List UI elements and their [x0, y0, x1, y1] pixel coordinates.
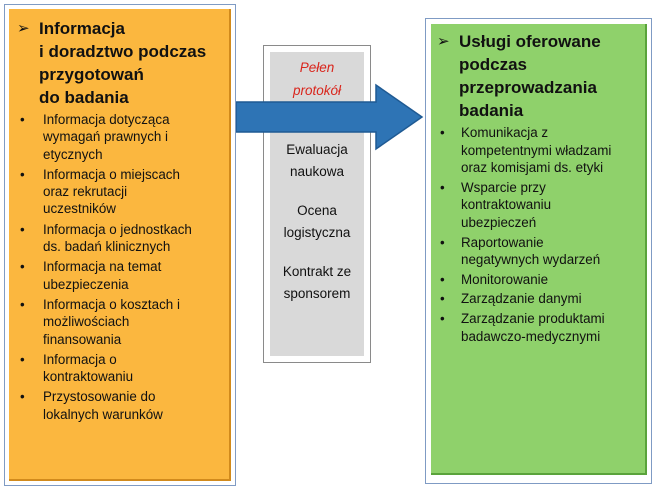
list-item-text: Informacja o miejscach oraz rekrutacji uczestników [43, 166, 180, 217]
list-item-text: Komunikacja z kompetentnymi władzami oraz komisjami ds. etyki [461, 125, 612, 176]
bullet-dot-icon: • [440, 125, 445, 140]
bullet-dot-icon: • [20, 259, 25, 275]
bullet-dot-icon: • [20, 389, 25, 405]
left-panel [9, 9, 231, 481]
bullet-dot-icon: • [20, 296, 25, 312]
list-item-text: Wsparcie przy kontraktowaniu ubezpieczeń [461, 179, 552, 230]
right-panel-list [437, 124, 641, 345]
list-item-text: Monitorowanie [461, 271, 549, 287]
list-item [17, 388, 225, 423]
right-panel [431, 24, 647, 475]
list-item-text: Raportowanie negatywnych wydarzeń [461, 234, 601, 268]
bullet-dot-icon: • [440, 234, 445, 250]
list-item [437, 234, 641, 269]
bullet-dot-icon: • [440, 310, 445, 326]
bullet-dot-icon: • [20, 166, 25, 182]
right-arrow-icon [236, 83, 426, 151]
middle-item: Ewaluacja naukowa [286, 142, 348, 179]
list-item [17, 221, 225, 256]
list-item [437, 310, 641, 345]
bullet-dot-icon: • [440, 179, 445, 195]
list-item-text: Zarządzanie danymi [461, 291, 582, 307]
list-item-text: Przystosowanie do lokalnych warunków [43, 389, 163, 422]
list-item-text: Informacja na temat ubezpieczenia [43, 259, 162, 292]
list-item [437, 179, 641, 232]
right-panel-heading [437, 30, 641, 122]
bullet-dot-icon: • [20, 351, 25, 367]
left-panel-heading [17, 17, 225, 109]
middle-item: Kontrakt ze sponsorem [282, 264, 352, 301]
bullet-dot-icon: • [20, 112, 25, 127]
arrowhead-bullet-icon: ➢ [17, 20, 30, 37]
list-item-text: Informacja dotycząca wymagań prawnych i etycznych [43, 112, 170, 162]
list-item-text: Zarządzanie produktami badawczo-medycznymi [461, 310, 605, 344]
arrowhead-bullet-icon: ➢ [437, 33, 450, 50]
bullet-dot-icon: • [440, 271, 445, 287]
protocol-label: Pełen protokół [292, 60, 342, 98]
bullet-dot-icon: • [20, 221, 25, 237]
list-item [17, 351, 225, 386]
list-item [437, 290, 641, 308]
left-panel-heading-text: Informacja i doradztwo podczas przygotowań do badania [39, 19, 207, 107]
list-item [17, 111, 225, 163]
list-item [17, 296, 225, 348]
bullet-dot-icon: • [440, 291, 445, 307]
list-item [437, 271, 641, 289]
list-item-text: Informacja o kosztach i możliwościach finansowania [43, 296, 180, 347]
list-item [437, 124, 641, 177]
list-item [17, 166, 225, 218]
list-item-text: Informacja o kontraktowaniu [43, 351, 134, 385]
list-item-text: Informacja o jednostkach ds. badań klinicznych [43, 221, 192, 255]
list-item [17, 258, 225, 293]
left-panel-list [17, 111, 225, 423]
right-panel-heading-text: Usługi oferowane podczas przeprowadzania badania [459, 32, 601, 120]
middle-item: Ocena logistyczna [283, 203, 351, 240]
